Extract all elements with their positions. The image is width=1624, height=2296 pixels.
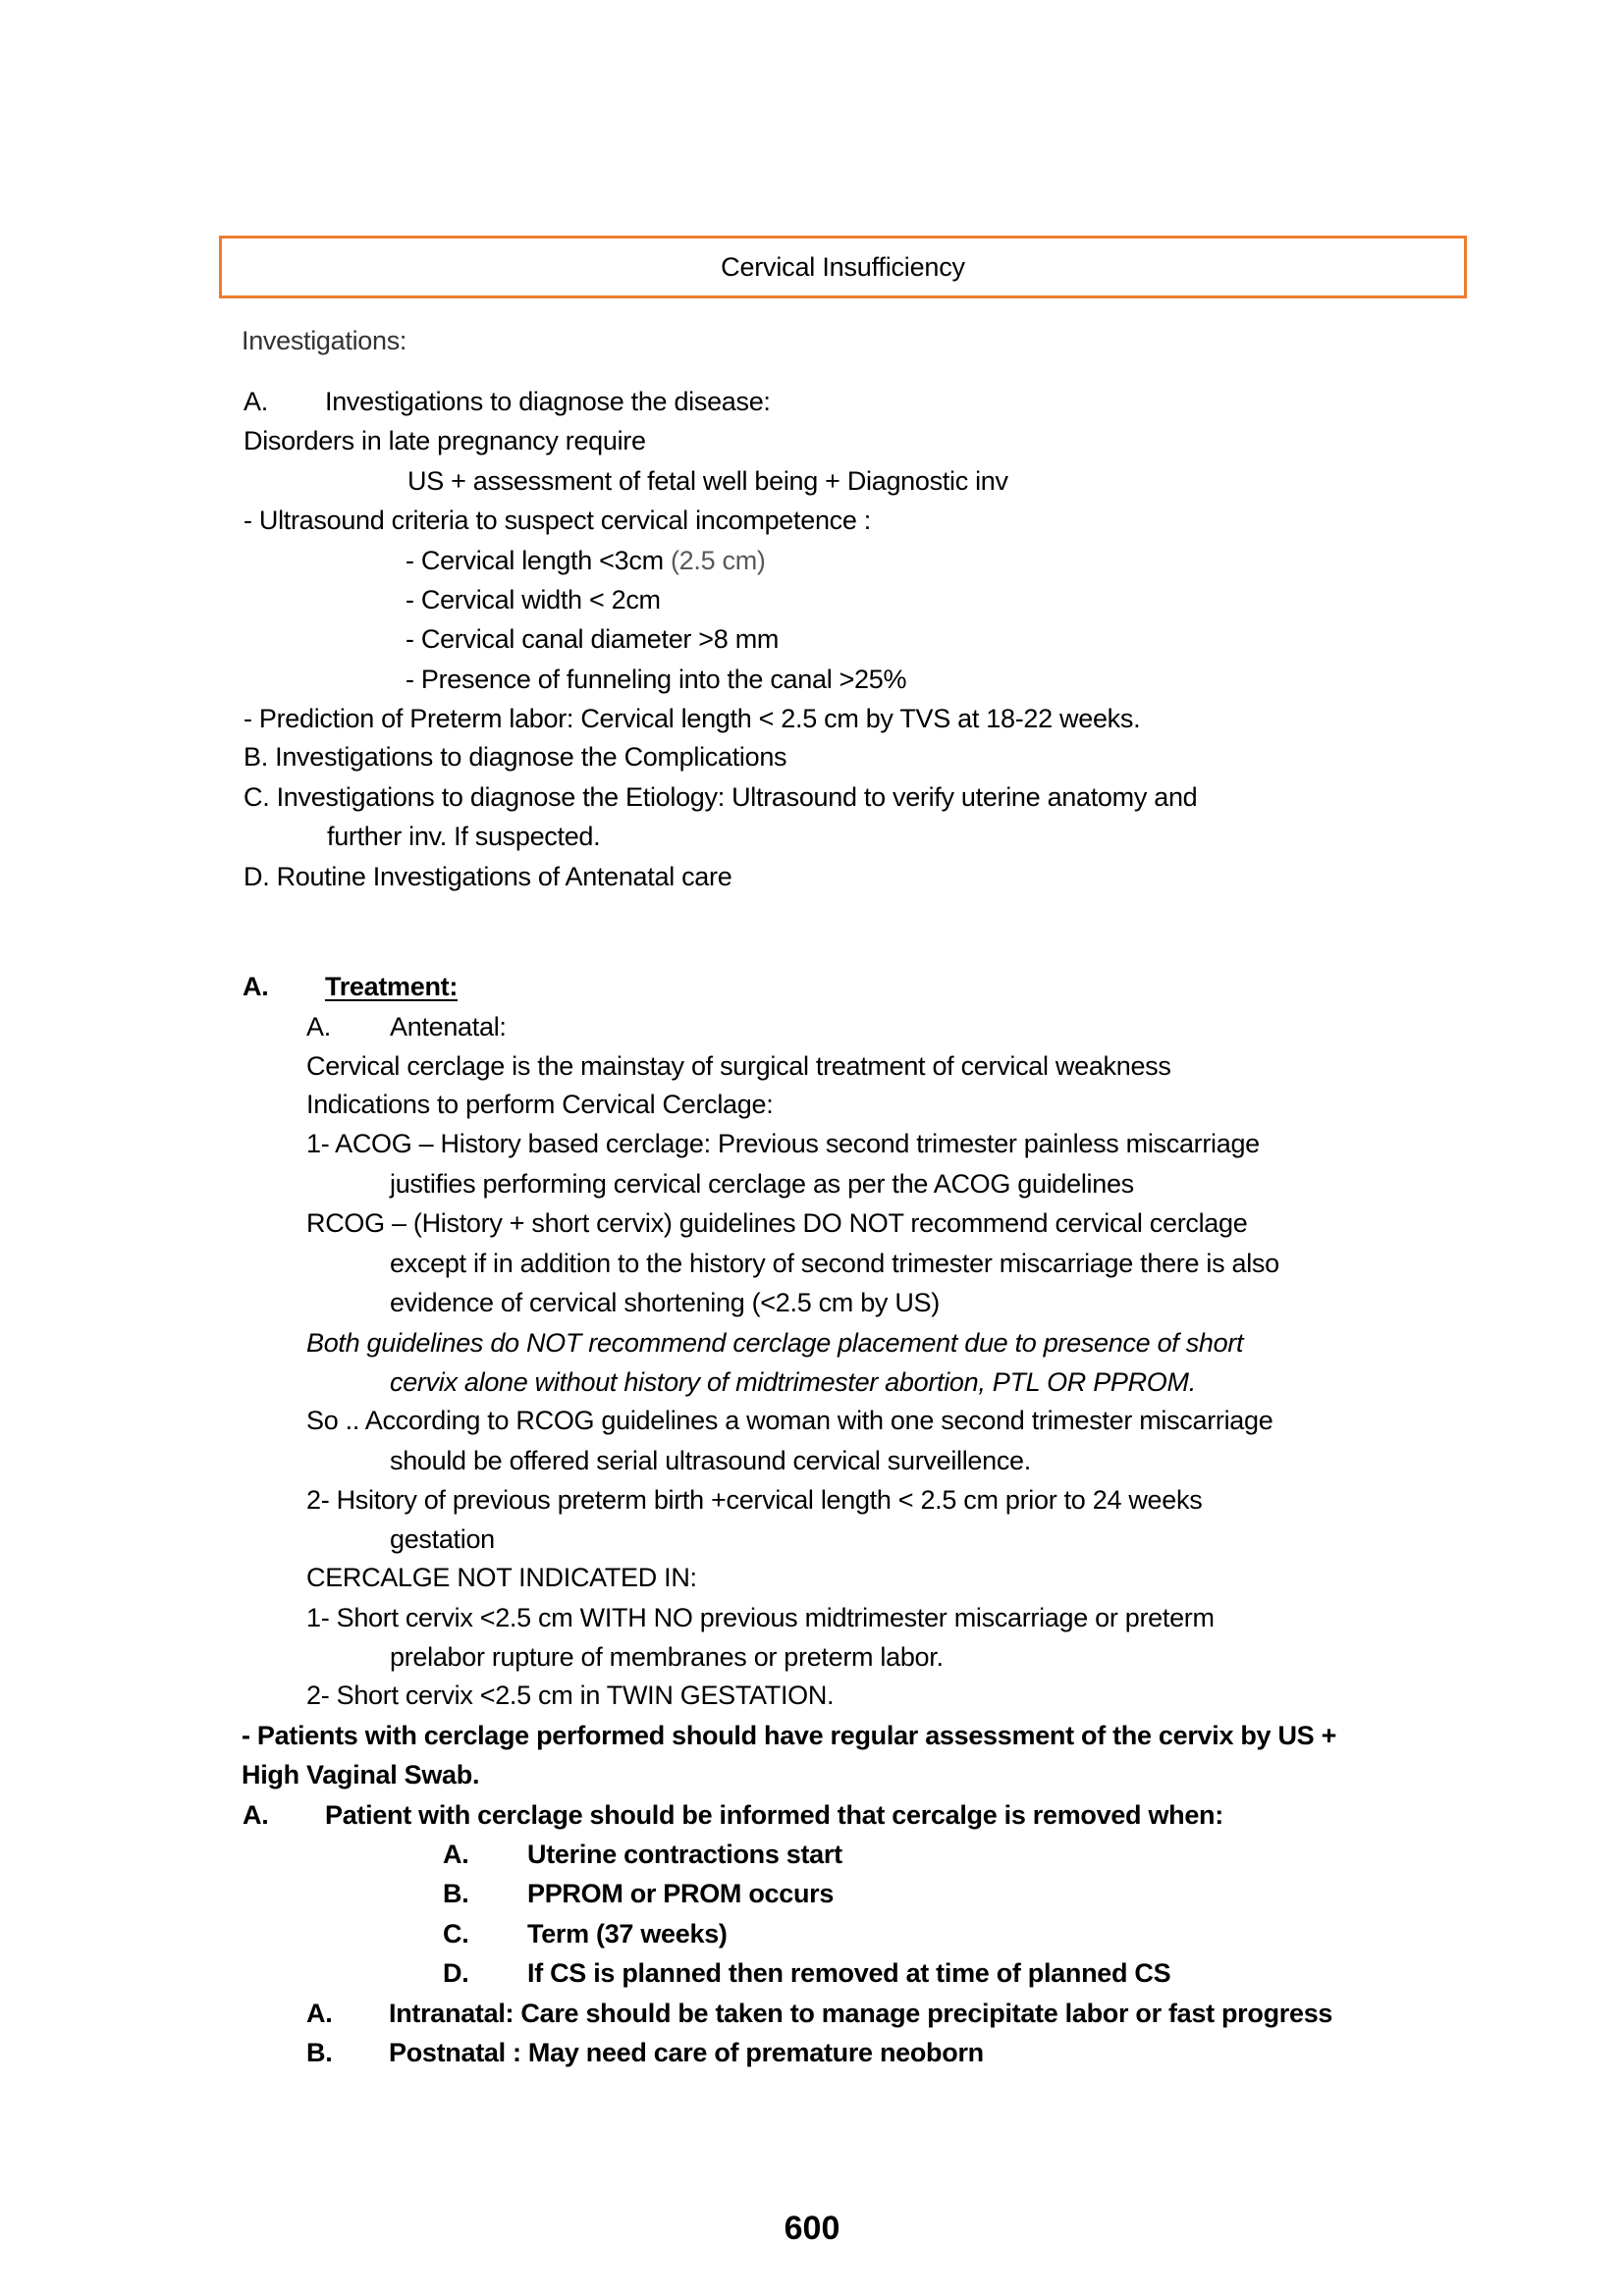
text-line: So .. According to RCOG guidelines a woman with one second trimester miscarriage	[306, 1406, 1273, 1435]
criteria-item	[406, 541, 766, 580]
patients-note: - Patients with cerclage performed should have regular assessment of the cervix by US +	[242, 1721, 1337, 1750]
text-line: 1- ACOG – History based cerclage: Previous second trimester painless miscarriage	[306, 1129, 1260, 1158]
page-title: Cervical Insufficiency	[721, 252, 965, 282]
disorders-line: Disorders in late pregnancy require	[244, 426, 646, 455]
investigations-item-d: D. Routine Investigations of Antenatal care	[244, 862, 732, 891]
text-line: RCOG – (History + short cervix) guidelines DO NOT recommend cervical cerclage	[306, 1208, 1248, 1238]
page-number: 600	[784, 2210, 840, 2247]
text-line: CERCALGE NOT INDICATED IN:	[306, 1563, 697, 1592]
text-line: should be offered serial ultrasound cervical surveillence.	[390, 1446, 1031, 1475]
criteria-note: (2.5 cm)	[670, 546, 766, 575]
criteria-item: - Cervical width < 2cm	[406, 585, 661, 614]
list-marker: D.	[443, 1958, 469, 1988]
investigations-item-c-cont: further inv. If suspected.	[327, 822, 601, 851]
list-text: Investigations to diagnose the disease:	[325, 387, 771, 416]
text-line: evidence of cervical shortening (<2.5 cm by US)	[390, 1288, 940, 1317]
list-text: Patient with cerclage should be informed that cercalge is removed when:	[325, 1800, 1223, 1830]
text-line: prelabor rupture of membranes or preterm labor.	[390, 1642, 944, 1672]
list-marker: A.	[243, 972, 269, 1001]
removal-heading	[243, 1795, 1421, 1835]
investigations-item-c: C. Investigations to diagnose the Etiology: Ultrasound to verify uterine anatomy and	[244, 782, 1198, 812]
treatment-heading	[243, 967, 635, 1006]
removal-item	[443, 1835, 1326, 1874]
list-text: Intranatal: Care should be taken to manage precipitate labor or fast progress	[389, 1999, 1333, 2028]
removal-item	[443, 1914, 1326, 1953]
text-line: Indications to perform Cervical Cerclage:	[306, 1090, 774, 1119]
text-line: 1- Short cervix <2.5 cm WITH NO previous midtrimester miscarriage or preterm	[306, 1603, 1215, 1632]
list-marker: A.	[244, 387, 268, 416]
text-line-italic: Both guidelines do NOT recommend cerclage placement due to presence of short	[306, 1328, 1244, 1358]
text-line-italic: cervix alone without history of midtrimester abortion, PTL OR PPROM.	[390, 1367, 1196, 1397]
us-line: US + assessment of fetal well being + Diagnostic inv	[407, 466, 1008, 496]
postnatal-item	[306, 2033, 1485, 2072]
list-marker: B.	[306, 2038, 333, 2067]
text-line: except if in addition to the history of second trimester miscarriage there is also	[390, 1249, 1279, 1278]
list-marker: C.	[443, 1919, 469, 1949]
list-text: Postnatal : May need care of premature neoborn	[389, 2038, 984, 2067]
patients-note-cont: High Vaginal Swab.	[242, 1760, 480, 1789]
list-marker: A.	[306, 1012, 331, 1041]
intranatal-item	[306, 1994, 1485, 2033]
text-line: gestation	[390, 1524, 495, 1554]
list-text: PPROM or PROM occurs	[527, 1879, 835, 1908]
list-text: Term (37 weeks)	[527, 1919, 728, 1949]
investigations-heading: Investigations:	[242, 326, 407, 355]
treatment-title: Treatment:	[325, 972, 459, 1001]
us-criteria-line: - Ultrasound criteria to suspect cervical incompetence :	[244, 506, 871, 535]
criteria-item: - Cervical canal diameter >8 mm	[406, 624, 780, 654]
list-marker: A.	[306, 1999, 333, 2028]
list-text: Antenatal:	[390, 1012, 507, 1041]
title-box	[219, 236, 1467, 298]
list-marker: B.	[443, 1879, 469, 1908]
removal-item	[443, 1874, 1326, 1913]
prediction-line: - Prediction of Preterm labor: Cervical length < 2.5 cm by TVS at 18-22 weeks.	[244, 704, 1141, 733]
criteria-text: - Cervical length <3cm	[406, 546, 671, 575]
text-line: 2- Hsitory of previous preterm birth +cervical length < 2.5 cm prior to 24 weeks	[306, 1485, 1203, 1515]
list-marker: A.	[443, 1840, 469, 1869]
removal-item	[443, 1953, 1326, 1993]
text-line: justifies performing cervical cerclage as per the ACOG guidelines	[390, 1169, 1134, 1199]
antenatal-heading	[306, 1007, 699, 1046]
list-marker: A.	[243, 1800, 269, 1830]
list-text: Uterine contractions start	[527, 1840, 842, 1869]
text-line: Cervical cerclage is the mainstay of surgical treatment of cervical weakness	[306, 1051, 1171, 1081]
investigations-item-a	[244, 382, 1127, 421]
criteria-item: - Presence of funneling into the canal >25%	[406, 665, 907, 694]
text-line: 2- Short cervix <2.5 cm in TWIN GESTATION.	[306, 1681, 835, 1710]
investigations-item-b: B. Investigations to diagnose the Complications	[244, 742, 787, 772]
list-text: If CS is planned then removed at time of planned CS	[527, 1958, 1171, 1988]
